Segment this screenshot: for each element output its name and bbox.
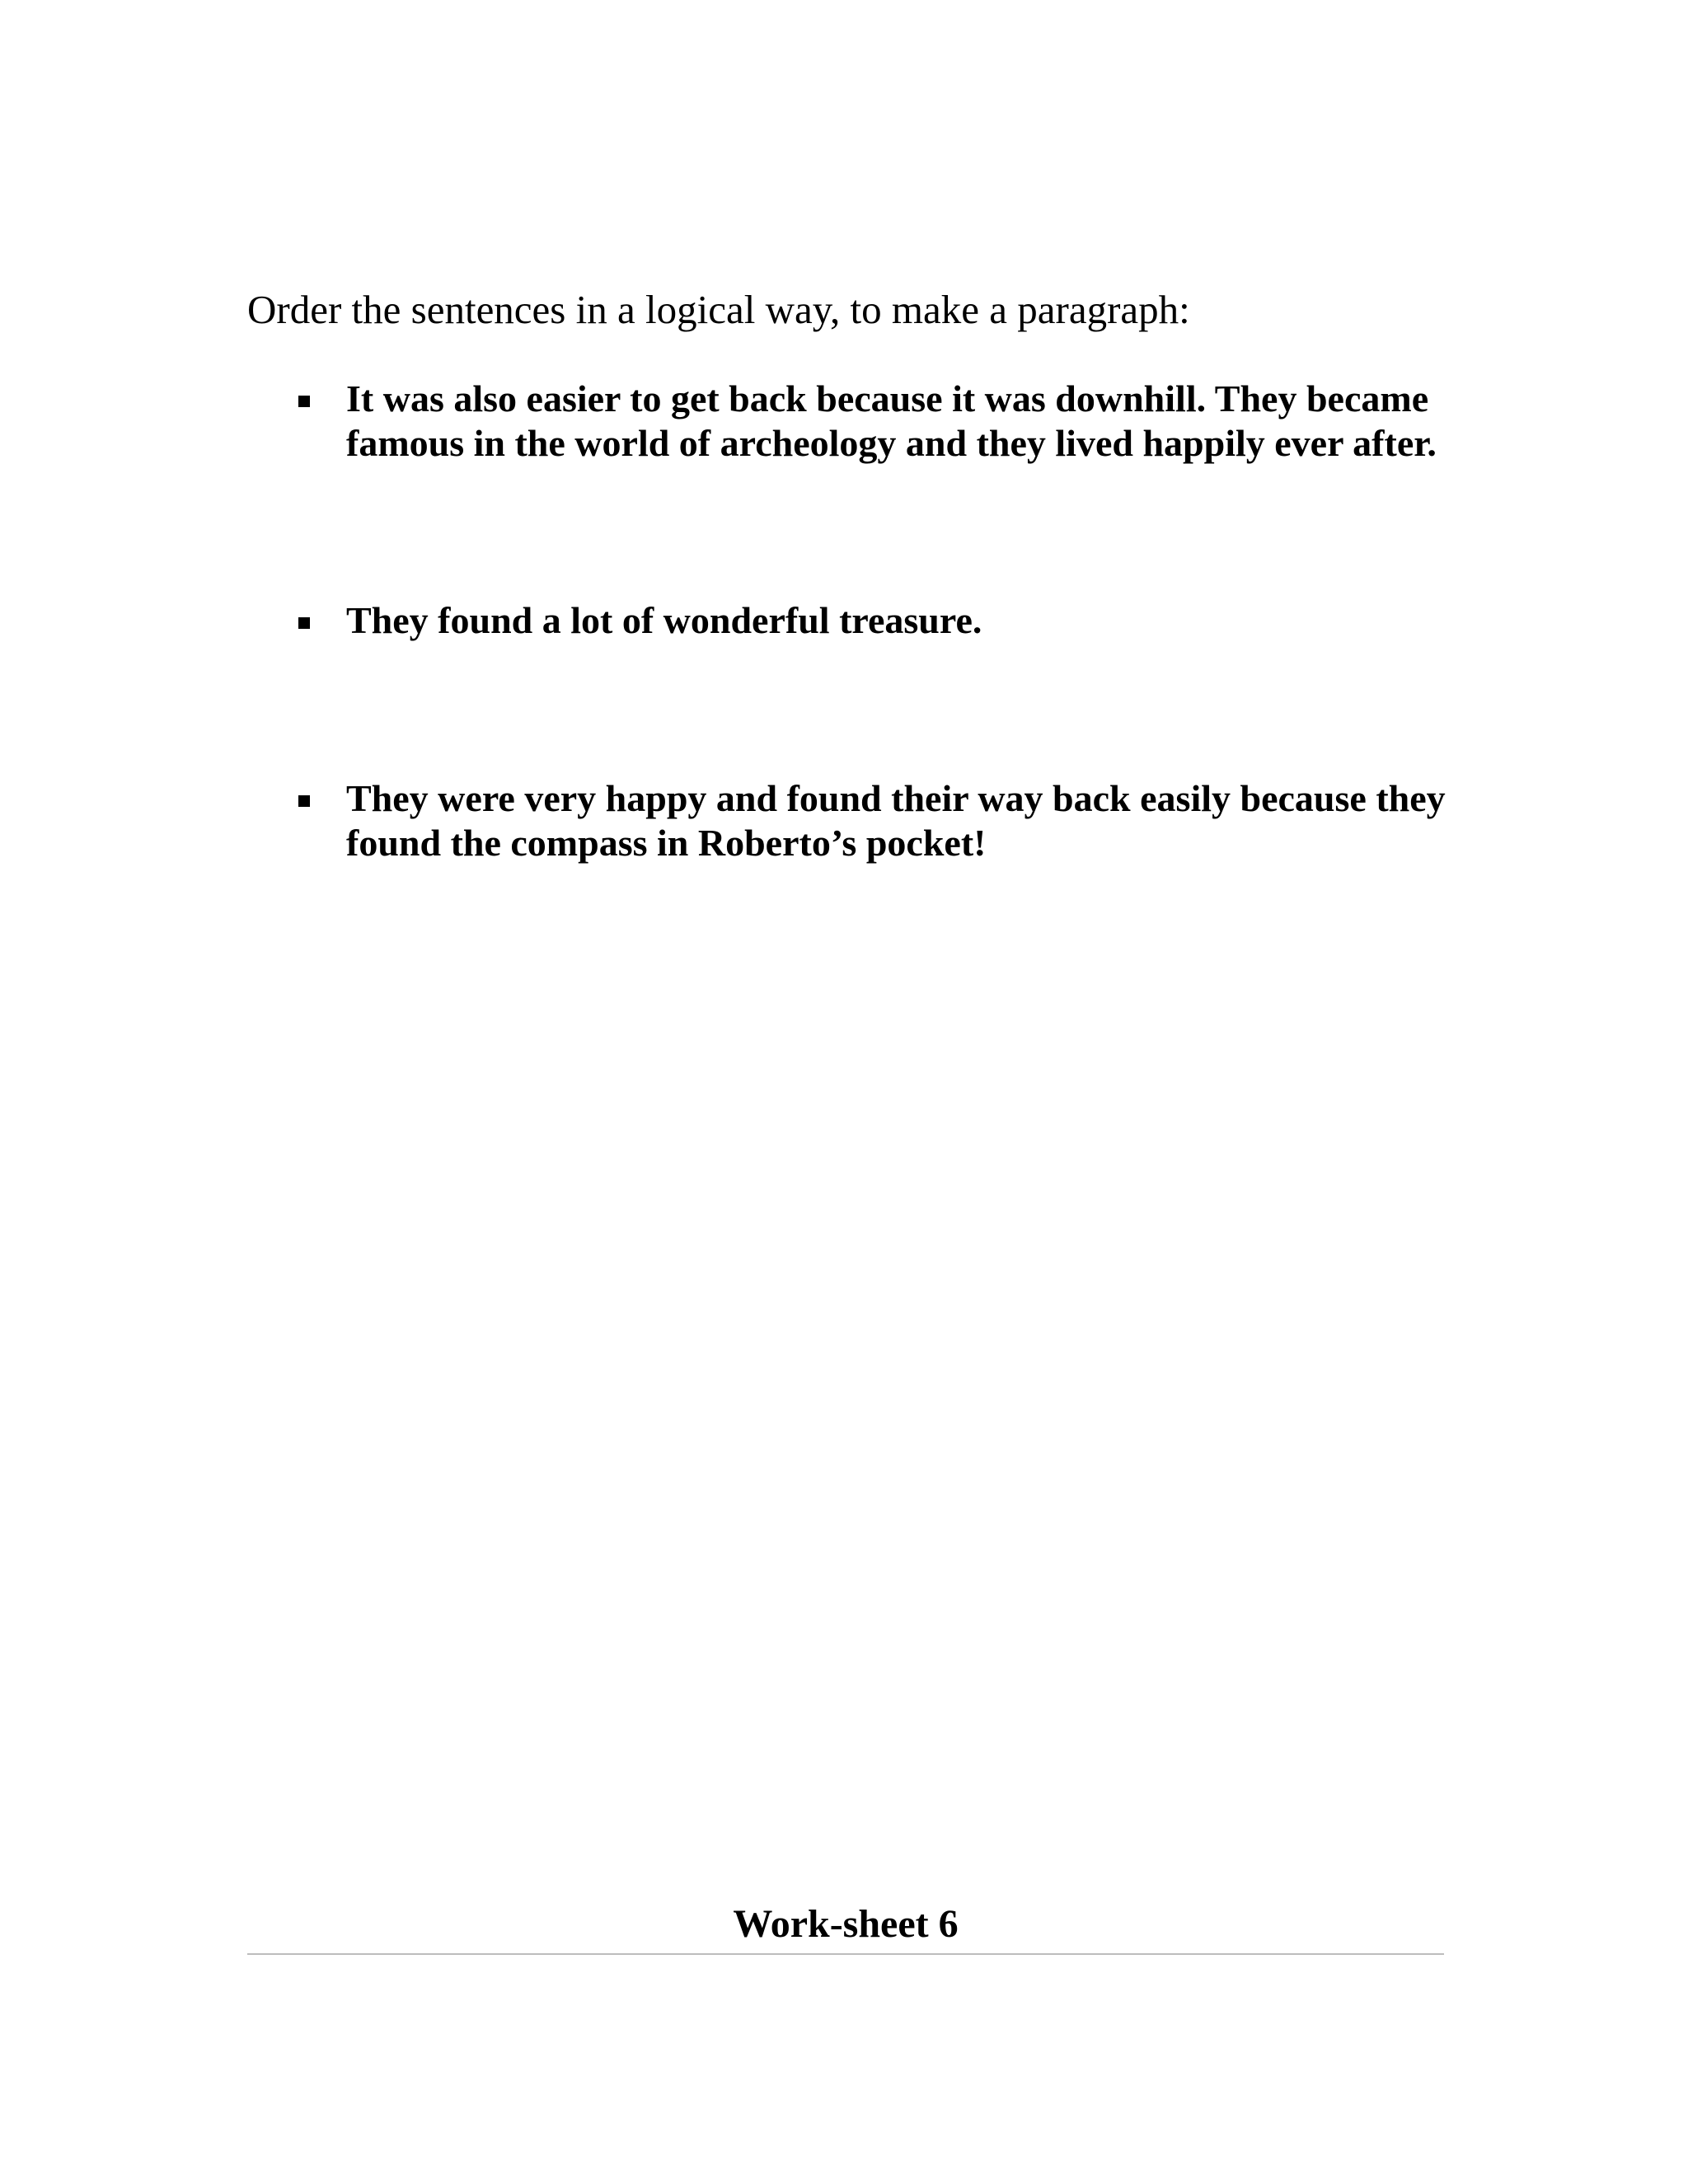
square-bullet-icon	[298, 396, 310, 407]
sentence-text: They were very happy and found their way back easily because they found the compass in Roberto’s pocket!	[346, 777, 1446, 864]
sentence-text: They found a lot of wonderful treasure.	[346, 599, 982, 641]
footer-divider	[247, 1953, 1444, 1955]
square-bullet-icon	[298, 617, 310, 629]
sentence-text: It was also easier to get back because it was downhill. They became famous in the world of archeology and they lived happily ever after.	[346, 377, 1437, 464]
square-bullet-icon	[298, 795, 310, 807]
instruction-text: Order the sentences in a logical way, to make a paragraph:	[247, 287, 1190, 332]
footer-title: Work-sheet 6	[733, 1902, 959, 1946]
